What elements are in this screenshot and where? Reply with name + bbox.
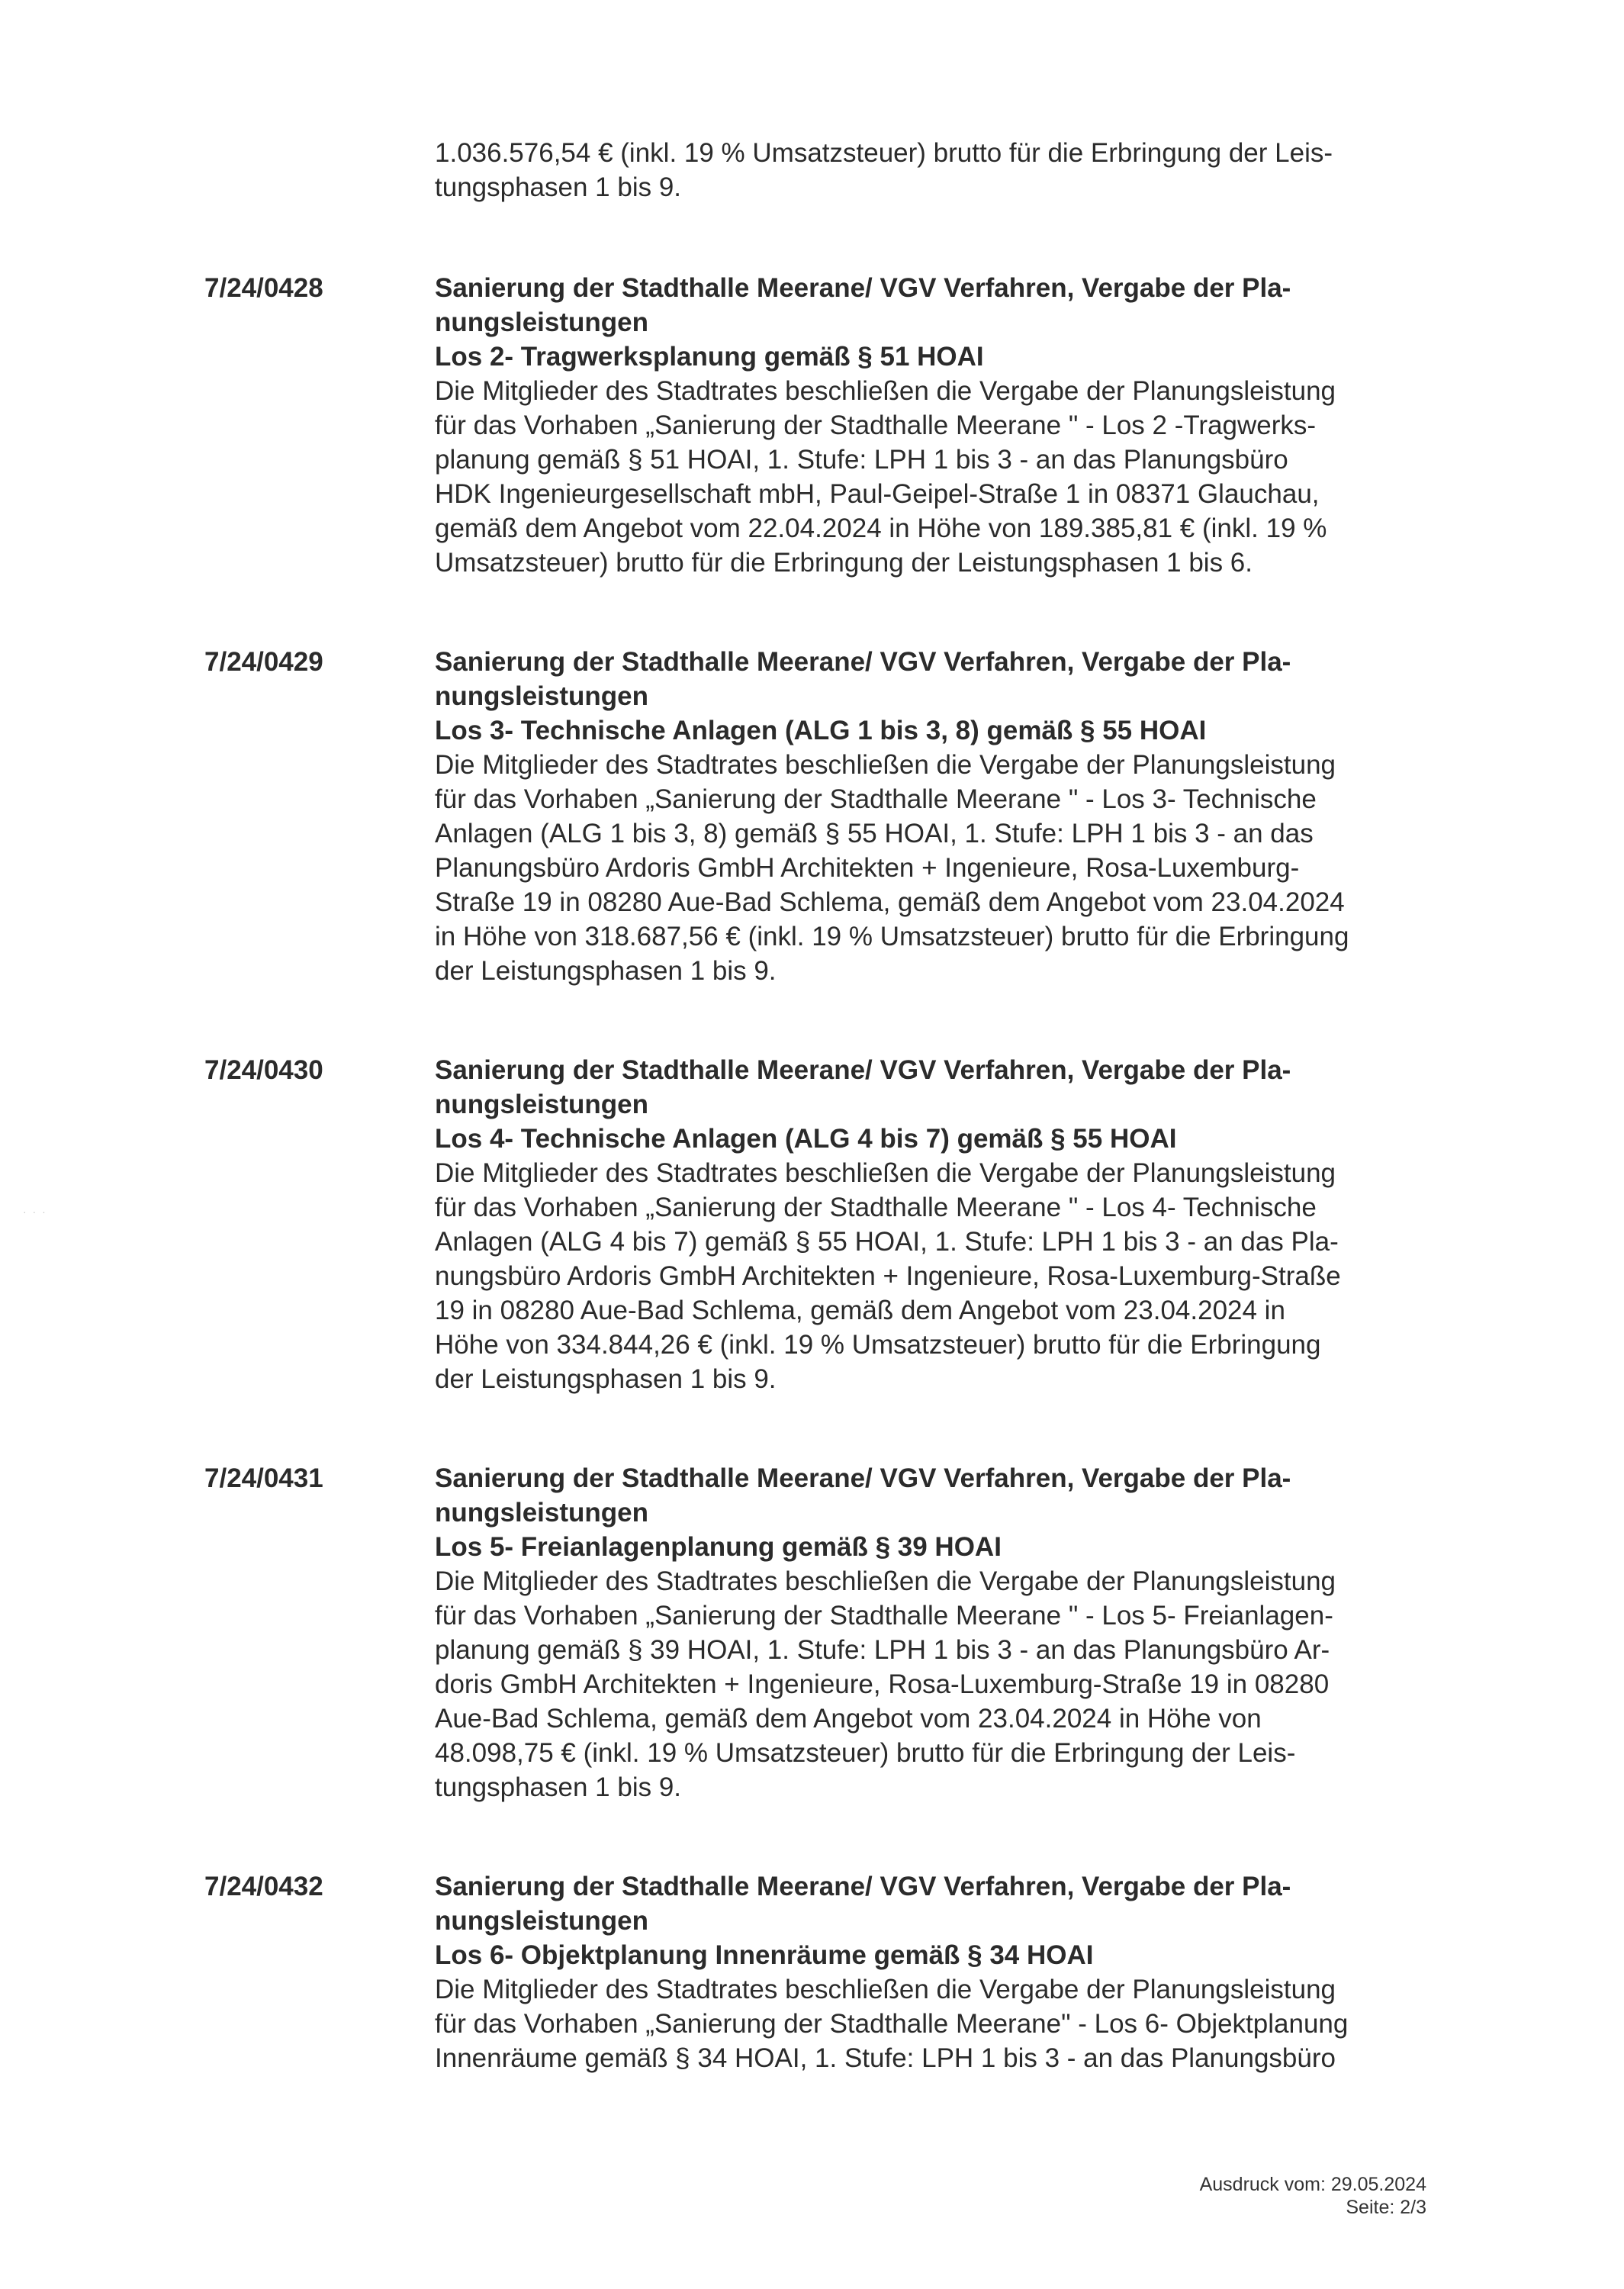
resolution-block [435,1053,1472,1396]
resolution-title-line: nungsleistungen [435,1906,648,1936]
resolution-title-line: Sanierung der Stadthalle Meerane/ VGV Verfahren, Vergabe der Pla- [435,1872,1291,1901]
resolution-body-line: 19 in 08280 Aue-Bad Schlema, gemäß dem Angebot vom 23.04.2024 in [435,1296,1285,1325]
resolution-title-line: Sanierung der Stadthalle Meerane/ VGV Verfahren, Vergabe der Pla- [435,1055,1291,1085]
resolution-title-line: Sanierung der Stadthalle Meerane/ VGV Verfahren, Vergabe der Pla- [435,1463,1291,1493]
resolution-title-line: Sanierung der Stadthalle Meerane/ VGV Verfahren, Vergabe der Pla- [435,273,1291,303]
resolution-body-line: planung gemäß § 39 HOAI, 1. Stufe: LPH 1 bis 3 - an das Planungsbüro Ar- [435,1635,1330,1665]
resolution-body-line: Die Mitglieder des Stadtrates beschließen die Vergabe der Planungsleistung [435,1975,1336,2004]
resolution-body-line: Anlagen (ALG 1 bis 3, 8) gemäß § 55 HOAI, 1. Stufe: LPH 1 bis 3 - an das [435,819,1314,848]
scan-artifact: · · · [23,1206,47,1218]
intro-paragraph [435,136,1472,204]
resolution-lot-heading: Los 5- Freianlagenplanung gemäß § 39 HOAI [435,1532,1002,1562]
resolution-body-line: der Leistungsphasen 1 bis 9. [435,956,777,986]
intro-line: tungsphasen 1 bis 9. [435,172,682,202]
resolution-body-line: Die Mitglieder des Stadtrates beschließen die Vergabe der Planungsleistung [435,376,1336,406]
resolution-block [435,645,1472,988]
resolution-body-line: für das Vorhaben „Sanierung der Stadthalle Meerane " - Los 5- Freianlagen- [435,1601,1333,1631]
resolution-block [435,1461,1472,1804]
resolution-body-line: 48.098,75 € (inkl. 19 % Umsatzsteuer) brutto für die Erbringung der Leis- [435,1738,1296,1768]
resolution-body-line: Anlagen (ALG 4 bis 7) gemäß § 55 HOAI, 1. Stufe: LPH 1 bis 3 - an das Pla- [435,1227,1339,1257]
resolution-body-line: nungsbüro Ardoris GmbH Architekten + Ingenieure, Rosa-Luxemburg-Straße [435,1261,1341,1291]
resolution-body-line: für das Vorhaben „Sanierung der Stadthalle Meerane " - Los 2 -Tragwerks- [435,410,1317,440]
resolution-body-line: Umsatzsteuer) brutto für die Erbringung der Leistungsphasen 1 bis 6. [435,548,1253,578]
resolution-body-line: doris GmbH Architekten + Ingenieure, Rosa-Luxemburg-Straße 19 in 08280 [435,1669,1330,1699]
resolution-title-line: nungsleistungen [435,1498,648,1528]
resolution-body-line: tungsphasen 1 bis 9. [435,1772,682,1802]
resolution-body-line: Aue-Bad Schlema, gemäß dem Angebot vom 23.04.2024 in Höhe von [435,1704,1262,1734]
resolution-body-line: HDK Ingenieurgesellschaft mbH, Paul-Geipel-Straße 1 in 08371 Glauchau, [435,479,1320,509]
resolution-lot-heading: Los 2- Tragwerksplanung gemäß § 51 HOAI [435,342,984,372]
resolution-body-line: Straße 19 in 08280 Aue-Bad Schlema, gemäß dem Angebot vom 23.04.2024 [435,887,1345,917]
resolution-body-line: für das Vorhaben „Sanierung der Stadthalle Meerane" - Los 6- Objektplanung [435,2009,1349,2039]
resolution-title-line: nungsleistungen [435,681,648,711]
print-date: Ausdruck vom: 29.05.2024 [1199,2174,1426,2195]
resolution-title-line: nungsleistungen [435,1090,648,1119]
resolution-body-line: Die Mitglieder des Stadtrates beschließen die Vergabe der Planungsleistung [435,1158,1336,1188]
resolution-body-line: für das Vorhaben „Sanierung der Stadthalle Meerane " - Los 3- Technische [435,784,1317,814]
resolution-body-line: Planungsbüro Ardoris GmbH Architekten + Ingenieure, Rosa-Luxemburg- [435,853,1300,883]
resolution-number: 7/24/0432 [204,1872,323,1901]
page-footer [1144,2173,1426,2219]
resolution-lot-heading: Los 6- Objektplanung Innenräume gemäß § 34 HOAI [435,1940,1094,1970]
resolution-body-line: Die Mitglieder des Stadtrates beschließen die Vergabe der Planungsleistung [435,1566,1336,1596]
resolution-number: 7/24/0431 [204,1463,323,1493]
resolution-body-line: für das Vorhaben „Sanierung der Stadthalle Meerane " - Los 4- Technische [435,1193,1317,1222]
resolution-block [435,1869,1472,2075]
resolution-title-line: nungsleistungen [435,307,648,337]
resolution-body-line: Innenräume gemäß § 34 HOAI, 1. Stufe: LPH 1 bis 3 - an das Planungsbüro [435,2043,1336,2073]
resolution-body-line: planung gemäß § 51 HOAI, 1. Stufe: LPH 1 bis 3 - an das Planungsbüro [435,445,1288,475]
resolution-title-line: Sanierung der Stadthalle Meerane/ VGV Verfahren, Vergabe der Pla- [435,647,1291,677]
page-number: Seite: 2/3 [1346,2197,1426,2218]
resolution-body-line: Höhe von 334.844,26 € (inkl. 19 % Umsatzsteuer) brutto für die Erbringung [435,1330,1321,1360]
resolution-number: 7/24/0428 [204,273,323,303]
resolution-body-line: gemäß dem Angebot vom 22.04.2024 in Höhe von 189.385,81 € (inkl. 19 % [435,513,1327,543]
resolution-lot-heading: Los 4- Technische Anlagen (ALG 4 bis 7) gemäß § 55 HOAI [435,1124,1177,1154]
resolution-lot-heading: Los 3- Technische Anlagen (ALG 1 bis 3, 8) gemäß § 55 HOAI [435,716,1207,745]
resolution-body-line: Die Mitglieder des Stadtrates beschließen die Vergabe der Planungsleistung [435,750,1336,780]
intro-line: 1.036.576,54 € (inkl. 19 % Umsatzsteuer) brutto für die Erbringung der Leis- [435,138,1333,168]
resolution-body-line: der Leistungsphasen 1 bis 9. [435,1364,777,1394]
resolution-body-line: in Höhe von 318.687,56 € (inkl. 19 % Umsatzsteuer) brutto für die Erbringung [435,922,1349,951]
resolution-number: 7/24/0429 [204,647,323,677]
resolution-block [435,271,1472,580]
resolution-number: 7/24/0430 [204,1055,323,1085]
